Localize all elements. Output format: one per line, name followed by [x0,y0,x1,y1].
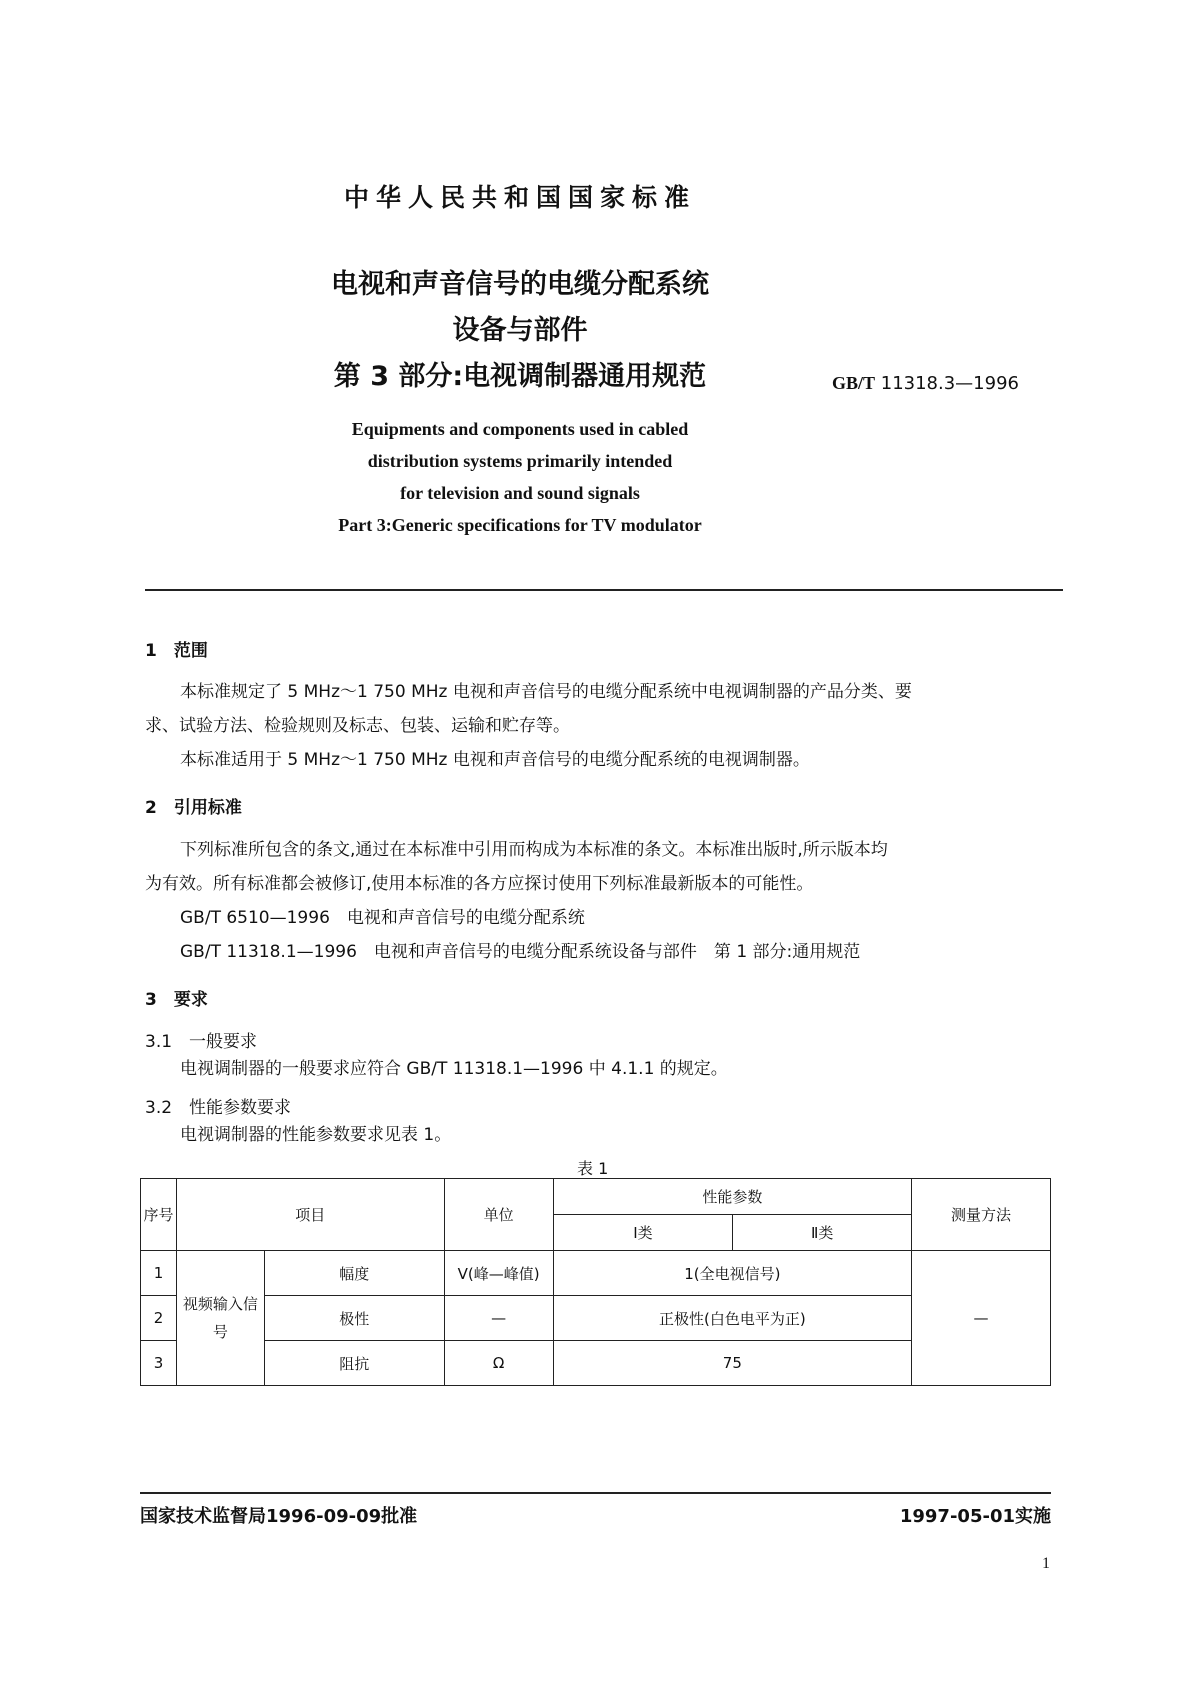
paragraph-line: 为有效。所有标准都会被修订,使用本标准的各方应探讨使用下列标准最新版本的可能性。 [145,874,814,894]
row-unit: Ω [444,1341,553,1386]
reference-line: GB/T 6510—1996 电视和声音信号的电缆分配系统 [180,908,585,928]
header-unit: 单位 [444,1179,553,1251]
header-method: 测量方法 [912,1179,1051,1251]
row-seq: 3 [141,1341,177,1386]
header-item: 项目 [176,1179,444,1251]
method-value: — [912,1251,1051,1386]
reference-line: GB/T 11318.1—1996 电视和声音信号的电缆分配系统设备与部件 第 1 部分:通用规范 [180,942,861,962]
title-line-2: 设备与部件 [452,315,588,346]
title-line-1: 电视和声音信号的电缆分配系统 [331,269,709,300]
subsection-number: 3.1 [145,1032,173,1052]
header-class-2: Ⅱ类 [733,1215,912,1251]
paragraph-line: 电视调制器的一般要求应符合 GB/T 11318.1—1996 中 4.1.1 的规定。 [180,1059,728,1079]
footer-divider [140,1492,1051,1494]
section-3-heading: 3 要求 [145,990,208,1010]
row-unit: V(峰—峰值) [444,1251,553,1296]
row-seq: 1 [141,1251,177,1296]
row-value: 1(全电视信号) [553,1251,912,1296]
section-1-heading: 1 范围 [145,641,208,661]
row-unit: — [444,1296,553,1341]
row-value: 正极性(白色电平为正) [553,1296,912,1341]
table-row [141,1251,1051,1296]
row-item: 极性 [264,1296,444,1341]
approval-note: 国家技术监督局1996-09-09批准 [140,1506,418,1527]
code-number: 11318.3—1996 [880,373,1019,394]
english-title-line: distribution systems primarily intended [367,451,673,471]
subsection-number: 3.2 [145,1098,173,1118]
header-class-1: Ⅰ类 [553,1215,733,1251]
row-item: 阻抗 [264,1341,444,1386]
english-title-line: Part 3:Generic specifications for TV modulator [338,515,702,535]
header-divider [145,589,1063,591]
row-seq: 2 [141,1296,177,1341]
subsection-3-2 [145,1093,291,1118]
subsection-title: 一般要求 [189,1032,258,1052]
paragraph-line: 求、试验方法、检验规则及标志、包装、运输和贮存等。 [145,716,570,736]
section-2-heading: 2 引用标准 [145,798,242,818]
title-line-3: 第 3 部分:电视调制器通用规范 [333,361,707,392]
paragraph-line: 本标准适用于 5 MHz～1 750 MHz 电视和声音信号的电缆分配系统的电视调制器。 [180,750,810,770]
code-prefix: GB/T [832,373,876,393]
page-number: 1 [1042,1555,1050,1572]
english-title-line: Equipments and components used in cabled [351,419,689,439]
row-item: 幅度 [264,1251,444,1296]
paragraph-line: 电视调制器的性能参数要求见表 1。 [180,1125,452,1145]
row-value: 75 [553,1341,912,1386]
paragraph-line: 下列标准所包含的条文,通过在本标准中引用而构成为本标准的条文。本标准出版时,所示版本均 [180,840,888,860]
header-performance: 性能参数 [553,1179,912,1215]
english-title-line: for television and sound signals [400,483,640,503]
standard-code [832,373,1019,394]
group-label: 视频输入信号 [176,1251,264,1386]
subsection-title: 性能参数要求 [189,1098,292,1118]
issuing-organization: 中华人民共和国国家标准 [343,183,696,212]
performance-table [140,1178,1051,1386]
paragraph-line: 本标准规定了 5 MHz～1 750 MHz 电视和声音信号的电缆分配系统中电视调制器的产品分类、要 [180,682,912,702]
header-seq: 序号 [141,1179,177,1251]
effective-date: 1997-05-01实施 [899,1506,1051,1527]
subsection-3-1 [145,1027,257,1052]
table-caption: 表 1 [577,1159,609,1178]
